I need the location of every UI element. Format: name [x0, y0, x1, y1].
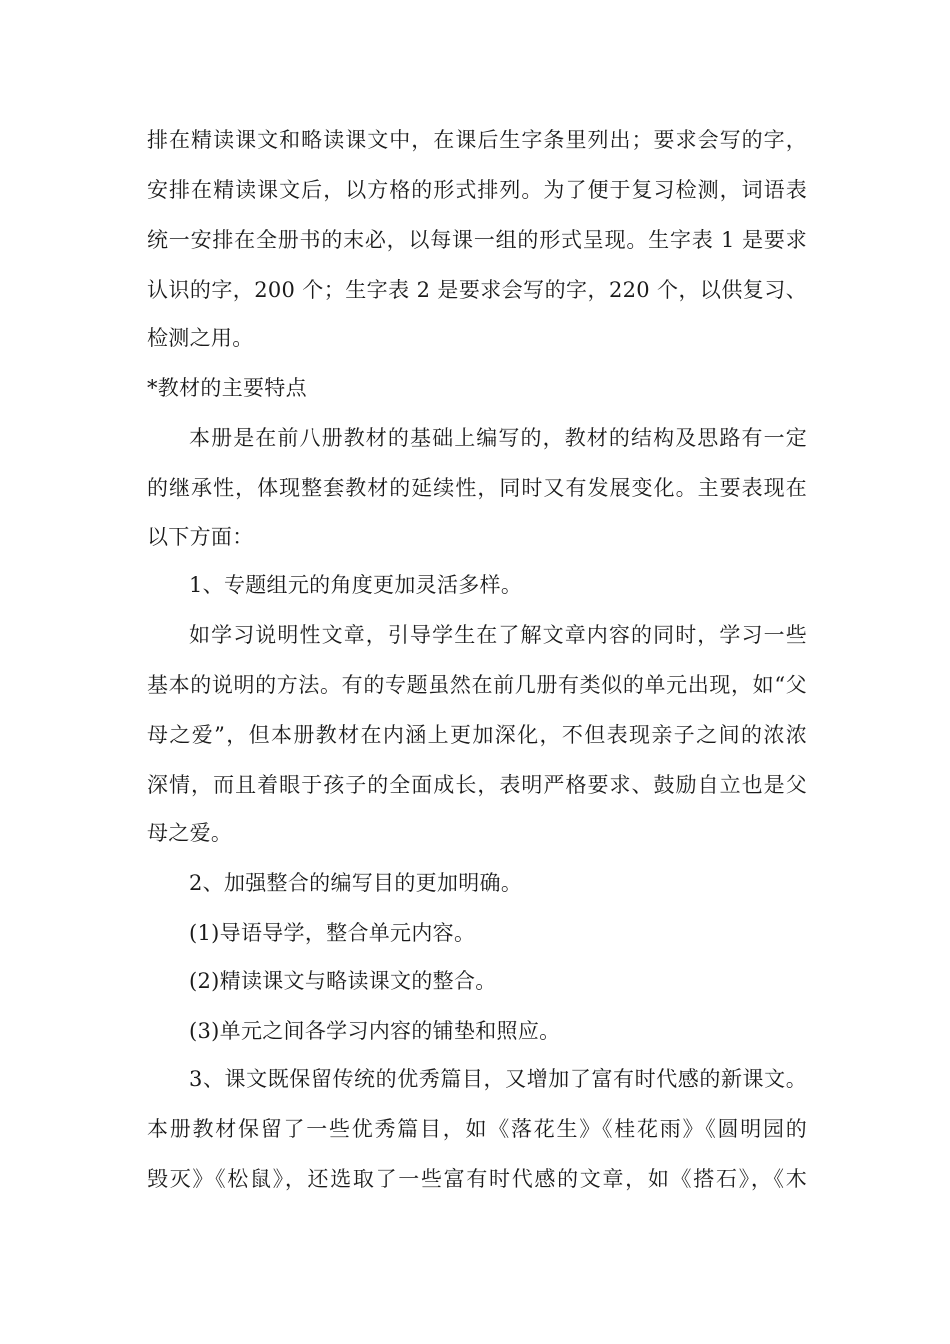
numbered-heading: 2、加强整合的编写目的更加明确。 [189, 871, 523, 895]
paragraph-line: 深情，而且着眼于孩子的全面成长，表明严格要求、鼓励自立也是父 [147, 773, 807, 797]
paragraph-line: 认识的字，200 个；生字表 2 是要求会写的字，220 个，以供复习、 [147, 278, 807, 302]
list-item: (1)导语导学，整合单元内容。 [189, 921, 476, 945]
numbered-heading: 3、课文既保留传统的优秀篇目，又增加了富有时代感的新课文。 [189, 1067, 807, 1091]
paragraph-line: 本册教材保留了一些优秀篇目，如《落花生》《桂花雨》《圆明园的 [147, 1117, 807, 1141]
paragraph-line: 毁灭》《松鼠》，还选取了一些富有时代感的文章，如《搭石》，《木 [147, 1167, 807, 1191]
paragraph-line: 安排在精读课文后，以方格的形式排列。为了便于复习检测，词语表 [147, 178, 807, 202]
paragraph-line: 本册是在前八册教材的基础上编写的，教材的结构及思路有一定 [189, 426, 807, 450]
paragraph-line: 基本的说明的方法。有的专题虽然在前几册有类似的单元出现，如“父 [147, 673, 807, 697]
paragraph-line: 排在精读课文和略读课文中，在课后生字条里列出；要求会写的字， [147, 128, 807, 152]
paragraph-line: 母之爱。 [147, 821, 233, 845]
paragraph-line: 母之爱”，但本册教材在内涵上更加深化，不但表现亲子之间的浓浓 [147, 723, 807, 747]
list-item: (3)单元之间各学习内容的铺垫和照应。 [189, 1019, 561, 1043]
list-item: (2)精读课文与略读课文的整合。 [189, 969, 497, 993]
paragraph-line: 检测之用。 [147, 326, 254, 350]
paragraph-line: 以下方面： [147, 525, 254, 549]
section-heading: *教材的主要特点 [147, 376, 307, 400]
paragraph-line: 如学习说明性文章，引导学生在了解文章内容的同时，学习一些 [189, 623, 807, 647]
numbered-heading: 1、专题组元的角度更加灵活多样。 [189, 573, 523, 597]
paragraph-line: 的继承性，体现整套教材的延续性，同时又有发展变化。主要表现在 [147, 476, 807, 500]
paragraph-line: 统一安排在全册书的末必，以每课一组的形式呈现。生字表 1 是要求 [147, 228, 807, 252]
